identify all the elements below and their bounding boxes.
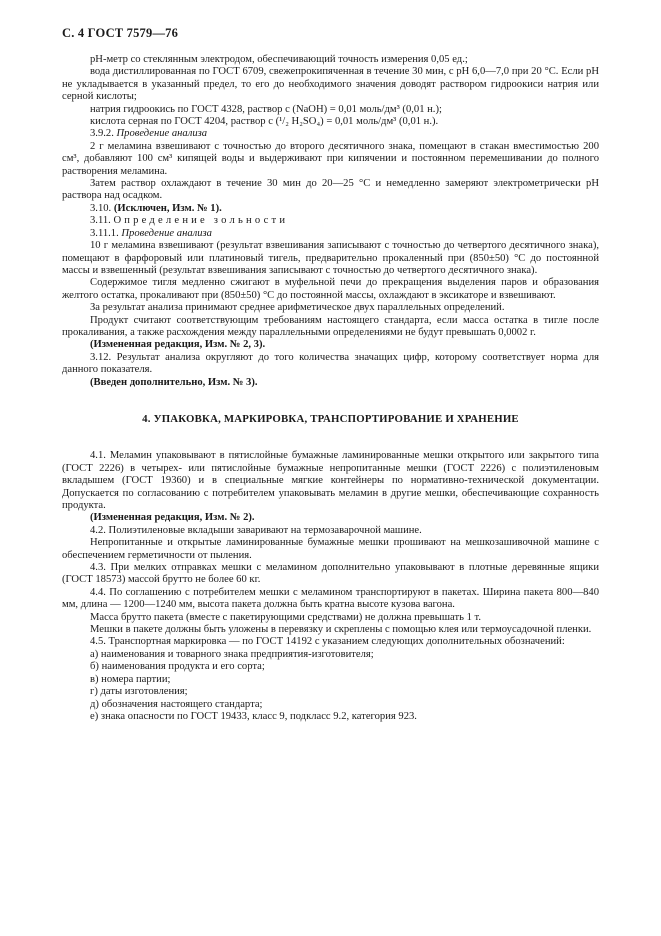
amendment-note: (Измененная редакция, Изм. № 2). <box>90 512 255 524</box>
document-body <box>62 54 599 723</box>
clause-number: 3.11. <box>90 215 111 227</box>
paragraph: Содержимое тигля медленно сжигают в муфельной печи до прекращения выделения паров и образования желтого остатка, прокаливают при (850±50) °С до постоянной массы, охлаждают в эксикаторе и взвешивают. <box>62 277 599 301</box>
list-item: г) даты изготовления; <box>90 686 188 698</box>
paragraph: 2 г меламина взвешивают с точностью до второго десятичного знака, помещают в стакан вместимостью 200 см³, добавляют 100 см³ кипящей воды и выдерживают при кипячении и постоянном перемешивании до полного растворения меламина. <box>62 140 599 177</box>
section-title: 4. УПАКОВКА, МАРКИРОВКА, ТРАНСПОРТИРОВАНИЕ И ХРАНЕНИЕ <box>142 412 519 425</box>
paragraph: 4.1. Меламин упаковывают в пятислойные бумажные ламинированные мешки открытого или закрытого типа (ГОСТ 2226) в четырех- или пятислойные бумажные непропитанные мешки (ГОСТ 2226) с полиэтиленовым вкладышем (ГОСТ 19360) и в специальные мягкие контейнеры по нормативно-технической документации. Допускается по согласованию с потребителем упаковывать меламин в другие мешки, обеспечивающие сохранность продукта. <box>62 450 599 511</box>
paragraph: Мешки в пакете должны быть уложены в перевязку и скреплены с помощью клея или термоусадочной пленки. <box>90 624 592 636</box>
clause-title: Определение зольности <box>113 215 289 227</box>
paragraph: Масса брутто пакета (вместе с пакетирующими средствами) не должна превышать 1 т. <box>90 611 482 623</box>
paragraph: натрия гидроокись по ГОСТ 4328, раствор c (NaOH) = 0,01 моль/дм³ (0,01 н.); <box>90 103 442 115</box>
list-item: в) номера партии; <box>90 673 171 685</box>
page-header: С. 4 ГОСТ 7579—76 <box>62 26 179 40</box>
list-item: е) знака опасности по ГОСТ 19433, класс 9, подкласс 9.2, категория 923. <box>90 710 417 722</box>
clause-number: 3.9.2. <box>90 128 114 140</box>
paragraph: pH-метр со стеклянным электродом, обеспечивающий точность измерения 0,05 ед.; <box>90 54 468 65</box>
paragraph: 4.5. Транспортная маркировка — по ГОСТ 14192 с указанием следующих дополнительных обозначений: <box>90 636 565 648</box>
clause-number: 3.10. <box>90 202 112 214</box>
list-item: б) наименования продукта и его сорта; <box>90 661 265 673</box>
paragraph: Продукт считают соответствующим требованиям настоящего стандарта, если масса остатка в тигле после прокаливания, а также расхождения между параллельными определениями не будут превышать 0,0002 г. <box>62 314 599 338</box>
list-item: а) наименования и товарного знака предприятия-изготовителя; <box>90 648 374 660</box>
amendment-note: (Измененная редакция, Изм. № 2, 3). <box>90 339 266 351</box>
subsection-heading <box>62 228 599 240</box>
paragraph: Непропитанные и открытые ламинированные бумажные мешки прошивают на мешкозашивочной машине с обеспечением герметичности от пыления. <box>62 537 599 561</box>
subsection-heading <box>62 128 599 140</box>
paragraph: вода дистиллированная по ГОСТ 6709, свежепрокипяченная в течение 30 мин, с pH 6,0—7,0 при 20 °С. Если pH не укладывается в указанный предел, то его до необходимого значения доводят раствором гидроокиси натрия или серной кислоты; <box>62 66 599 103</box>
paragraph: 10 г меламина взвешивают (результат взвешивания записывают с точностью до четвертого десятичного знака), помещают в фарфоровый или платиновый тигель, предварительно прокаленный при (850±50) °С до постоянной массы и взвешенный (результат взвешивания записывают с точностью до четвертого десятичного знака). <box>62 240 599 276</box>
clause-number: 3.11.1. <box>90 227 119 239</box>
clause-title: Проведение анализа <box>121 227 212 239</box>
paragraph: 4.2. Полиэтиленовые вкладыши заваривают на термозаварочной машине. <box>90 524 422 536</box>
paragraph: 3.12. Результат анализа округляют до того количества значащих цифр, которому соответствует норма для данного показателя. <box>62 351 599 376</box>
paragraph: 4.3. При мелких отправках мешки с меламином дополнительно упаковывают в плотные деревянные ящики (ГОСТ 18573) массой брутто не более 60 кг. <box>62 562 599 586</box>
list-item: д) обозначения настоящего стандарта; <box>90 698 263 710</box>
clause-title: Проведение анализа <box>116 128 208 140</box>
clause <box>62 215 599 227</box>
paragraph: За результат анализа принимают среднее арифметическое двух параллельных определений. <box>90 302 505 314</box>
amendment-note: (Исключен, Изм. № 1). <box>113 202 222 214</box>
paragraph: Затем раствор охлаждают в течение 30 мин до 20—25 °С и немедленно замеряют электрометрически pH раствора над осадком. <box>62 178 599 202</box>
paragraph: 4.4. По соглашению с потребителем мешки с меламином транспортируют в пакетах. Ширина пакета 800—840 мм, длина — 1200—1240 мм, высота пакета должна быть кратна высоте кузова вагона. <box>62 586 599 611</box>
clause <box>62 203 599 215</box>
amendment-note: (Введен дополнительно, Изм. № 3). <box>90 376 258 388</box>
paragraph: кислота серная по ГОСТ 4204, раствор c (¹/₂ H₂SO₄) = 0,01 моль/дм³ (0,01 н.). <box>90 116 439 128</box>
